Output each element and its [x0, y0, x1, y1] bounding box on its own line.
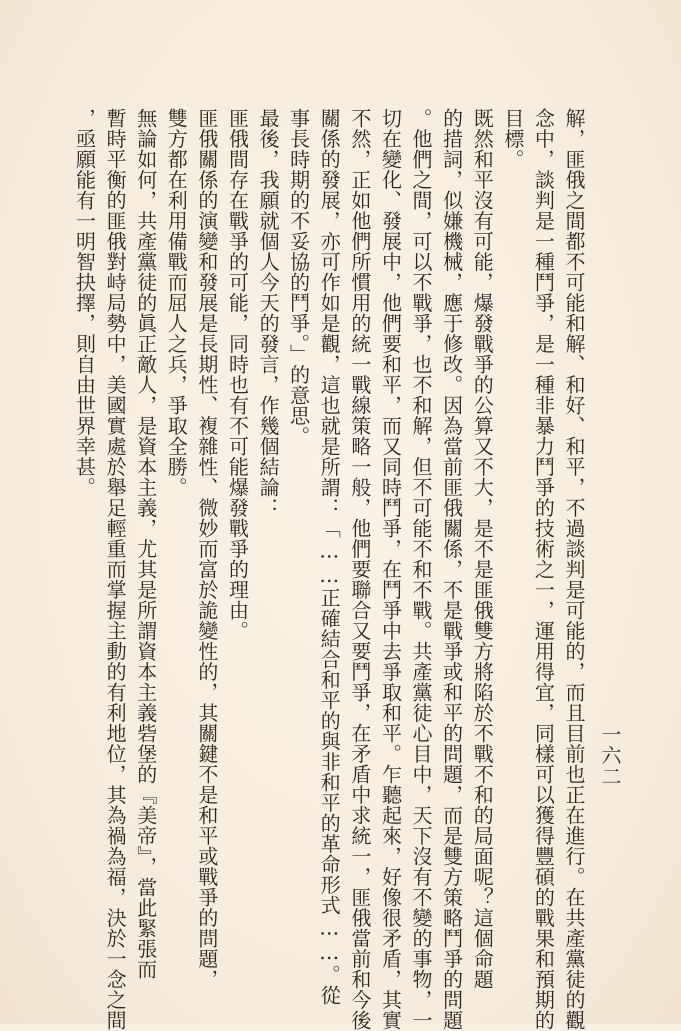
text-column-16: 暫時平衡的匪俄對峙局勢中，美國實處於舉足輕重而掌握主動的有利地位，其為禍為福，決於一念之間: [103, 108, 128, 1031]
text-column-8: 不然，正如他們所慣用的統一戰線策略一般，他們要聯合又要鬥爭，在矛盾中求統一，匪俄當前和今後: [347, 108, 372, 1031]
text-column-5: 的措詞，似嫌機械，應于修改。因為當前匪俄關係，不是戰爭或和平的問題，而是雙方策略鬥爭的問題: [439, 108, 464, 1031]
text-column-9: 關係的發展，亦可作如是觀，這也就是所謂：「……正確結合和平的與非和平的革命形式……。從: [317, 108, 342, 1006]
text-column-14: 雙方都在利用備戰而屈人之兵，爭取全勝。: [164, 108, 189, 498]
text-column-7: 切在變化、發展中，他們要和平，而又同時鬥爭，在鬥爭中去爭取和平。乍聽起來，好像很矛盾，其實: [378, 108, 403, 1031]
text-column-10: 事長時期的不妥協的鬥爭。」的意思。: [286, 108, 311, 447]
text-column-13: 匪俄關係的演變和發展是長期性、複雜性、微妙而富於詭變性的，其關鍵不是和平或戰爭的問題，: [194, 108, 219, 990]
text-column-1: 解，匪俄之間都不可能和解、和好、和平，不過談判是可能的，而且目前也正在進行。在共產黨徒的觀: [562, 108, 586, 1031]
body-text: [69, 108, 589, 1031]
page-number: 一六二: [598, 724, 622, 787]
text-column-4: 既然和平沒有可能，爆發戰爭的公算又不大，是不是匪俄雙方將陷於不戰不和的局面呢？這個命題: [470, 108, 495, 990]
text-column-3: 目標。: [500, 108, 525, 170]
text-column-6: 。他們之間，可以不戰爭，也不和解，但不可能不和不戰。共產黨徒心目中，天下沒有不變的事物，一: [409, 108, 434, 1031]
text-column-15: 無論如何，共產黨徒的眞正敵人，是資本主義，尤其是所謂資本主義砦堡的『美帝』，當此緊張而: [133, 108, 158, 980]
text-column-17: ，亟願能有一明智抉擇，則自由世界幸甚。: [72, 108, 97, 498]
text-column-2: 念中，談判是一種鬥爭，是一種非暴力鬥爭的技術之一，運用得宜，同樣可以獲得豐碩的戰果和預期的: [531, 108, 556, 1031]
text-column-11: 最後，我願就個人今天的發言，作幾個結論：: [256, 108, 281, 518]
text-column-12: 匪俄間存在戰爭的可能，同時也有不可能爆發戰爭的理由。: [225, 108, 250, 641]
